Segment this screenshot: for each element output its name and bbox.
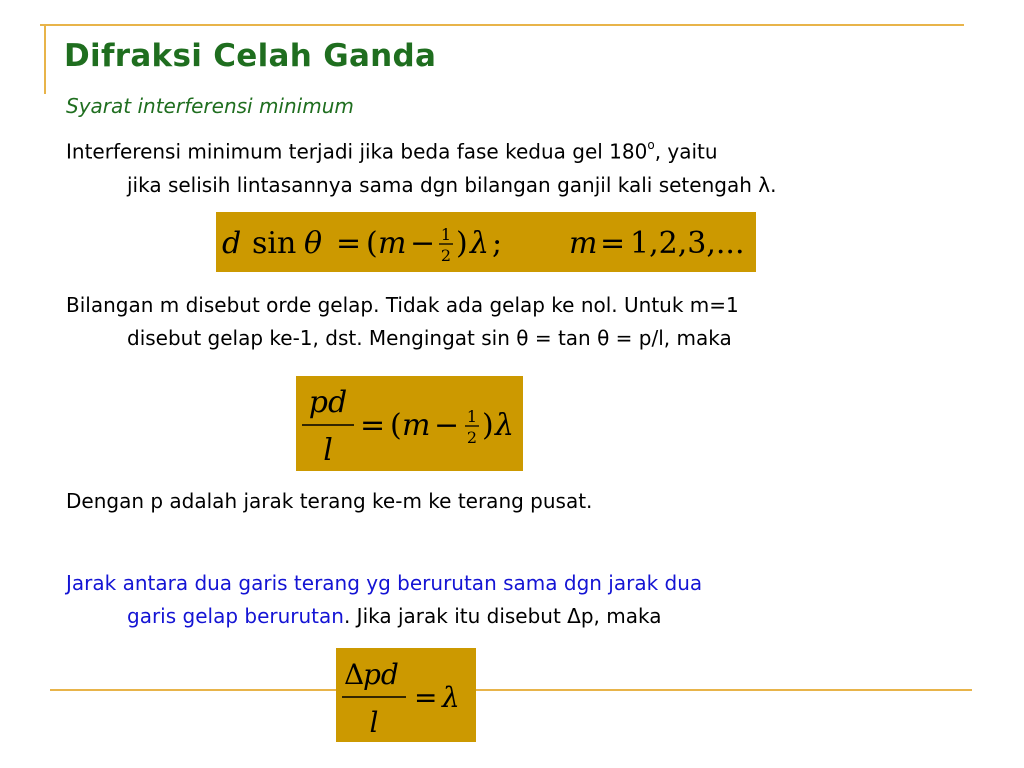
f2-half-numerator: 1 <box>466 407 478 426</box>
f1-lambda: λ <box>470 226 490 261</box>
f1-m-values: 1,2,3,... <box>630 226 745 261</box>
f1-d: d <box>222 226 242 261</box>
f2-lambda: λ <box>495 408 515 443</box>
paragraph-minimum-condition <box>66 131 966 202</box>
para4-line2-end: . Jika jarak itu disebut Δp, maka <box>343 604 662 628</box>
para1-line1-end: , yaitu <box>654 139 718 164</box>
paragraph-dark-order <box>66 289 966 355</box>
f1-equals-2: = <box>600 226 626 261</box>
slide-subtitle: Syarat interferensi minimum <box>66 94 354 118</box>
f3-lambda: λ <box>442 681 460 714</box>
f1-equals: = <box>336 226 362 261</box>
para4-highlight-line1: Jarak antara dua garis terang yg berurutan sama dgn jarak dua <box>66 571 703 595</box>
f1-semicolon: ; <box>492 226 503 261</box>
formula-2-svg <box>296 376 523 471</box>
f2-half-denominator: 2 <box>466 428 478 447</box>
para4-line2 <box>66 600 966 633</box>
f2-rparen: ) <box>482 408 494 443</box>
f1-theta: θ <box>304 226 323 261</box>
formula-3-svg <box>336 648 476 742</box>
f1-lparen: ( <box>366 226 378 261</box>
f2-m: m <box>402 408 431 443</box>
f1-rparen: ) <box>456 226 468 261</box>
f2-lparen: ( <box>390 408 402 443</box>
para1-line2-text: jika selisih lintasannya sama dgn bilangan ganjil kali setengah λ. <box>127 172 777 197</box>
slide-title: Difraksi Celah Ganda <box>64 38 437 74</box>
f1-sin: sin <box>252 226 297 261</box>
formula-fringe-spacing <box>336 648 476 742</box>
paragraph-fringe-spacing <box>66 567 966 633</box>
paragraph-p-definition: Dengan p adalah jarak terang ke-m ke terang pusat. <box>66 489 593 513</box>
para1-line1-text: Interferensi minimum terjadi jika beda fase kedua gel 180 <box>66 139 648 164</box>
formula-dark-position <box>296 376 523 471</box>
bottom-divider-line <box>50 689 972 691</box>
para2-line2-text: disebut gelap ke-1, dst. Mengingat sin θ = tan θ = p/l, maka <box>127 326 732 350</box>
f3-numerator: pd <box>363 658 399 691</box>
f3-delta: Δ <box>344 658 365 691</box>
f3-denominator: l <box>369 706 379 739</box>
f3-equals: = <box>414 681 438 714</box>
f2-equals: = <box>360 408 386 443</box>
top-divider-line <box>40 24 964 26</box>
para2-line1-text: Bilangan m disebut orde gelap. Tidak ada gelap ke nol. Untuk m=1 <box>66 293 739 317</box>
left-accent-line <box>44 24 46 94</box>
f1-m: m <box>378 226 407 261</box>
f2-numerator: pd <box>308 385 348 420</box>
formula-minimum-condition <box>216 212 756 272</box>
f2-minus: − <box>434 408 460 443</box>
f1-half-numerator: 1 <box>440 225 452 244</box>
formula-1-svg <box>216 212 756 272</box>
para4-highlight-line2: garis gelap berurutan <box>127 604 344 628</box>
f2-denominator: l <box>323 433 333 468</box>
f1-m-index: m <box>569 226 598 261</box>
f1-minus: − <box>410 226 436 261</box>
degree-superscript: o <box>647 138 655 152</box>
f1-half-denominator: 2 <box>440 246 452 265</box>
